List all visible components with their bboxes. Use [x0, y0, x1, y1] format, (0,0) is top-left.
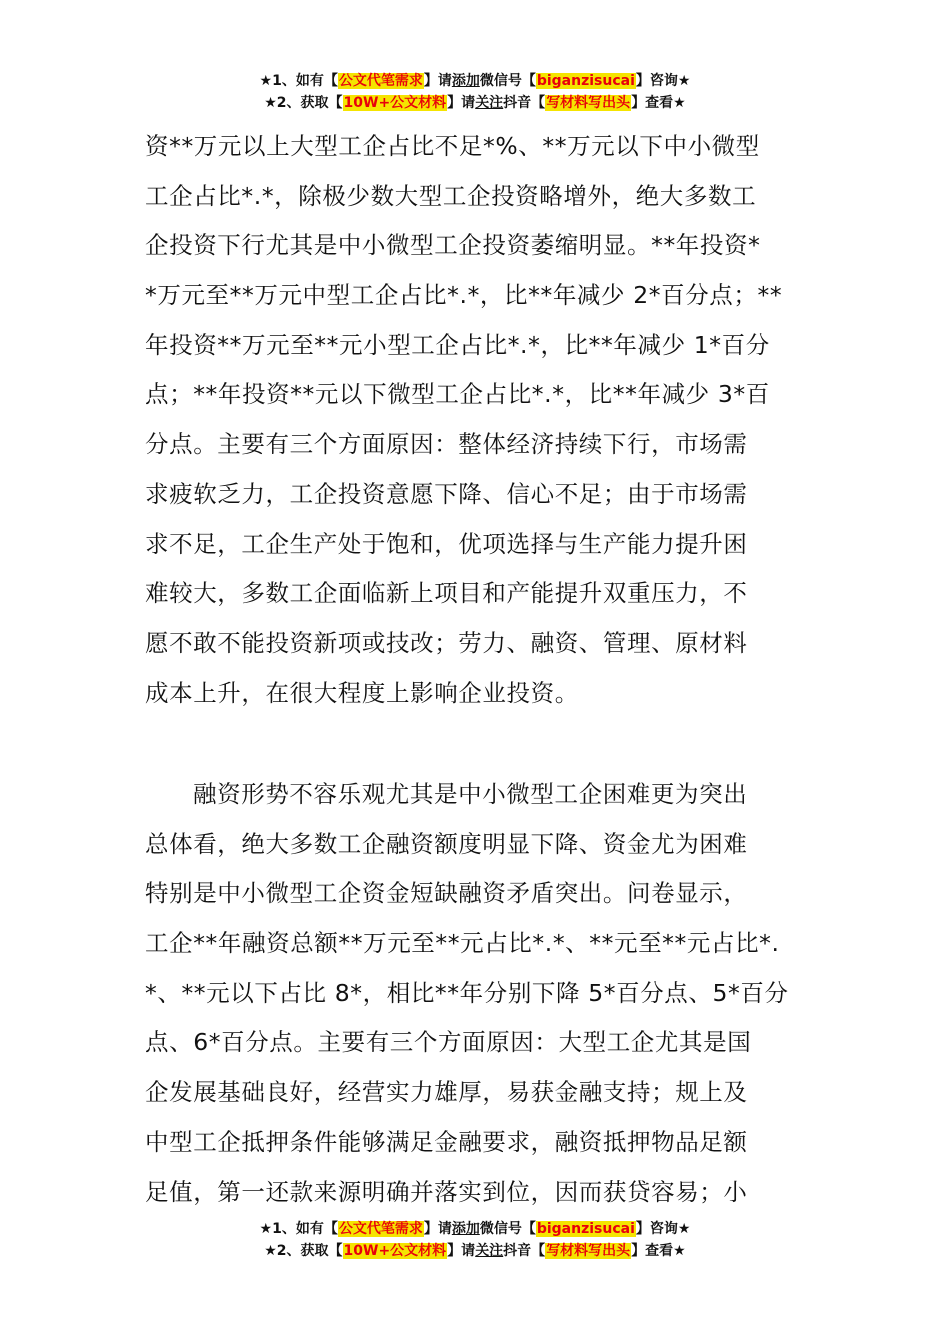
text-line: 中型工企抵押条件能够满足金融要求，融资抵押物品足额	[145, 1127, 748, 1156]
text-line: 特别是中小微型工企资金短缺融资矛盾突出。问卷显示，	[145, 879, 748, 908]
section-heading-financing: 融资形势不容乐观尤其是中小微型工企困难更为突出	[193, 780, 748, 808]
banner-highlight-douyin: 写材料写出头	[546, 1243, 631, 1259]
banner-highlight-service: 公文代笔需求	[338, 1221, 423, 1237]
text-line: 点、6*百分点。主要有三个方面原因：大型工企尤其是国	[145, 1028, 752, 1057]
text-line: 求疲软乏力，工企投资意愿下降、信心不足；由于市场需	[145, 479, 748, 508]
text-line: 总体看，绝大多数工企融资额度明显下降、资金尤为困难	[145, 829, 748, 858]
banner-highlight-materials: 10W+公文材料	[343, 95, 447, 111]
header-banner	[0, 70, 950, 114]
banner-highlight-materials: 10W+公文材料	[343, 1243, 447, 1259]
banner-line-1: ★1、如有【公文代笔需求】请添加微信号【biganzisucai】咨询★	[259, 73, 691, 89]
text-line: 难较大，多数工企面临新上项目和产能提升双重压力，不	[145, 579, 748, 608]
text-line: *、**元以下占比 8*，相比**年分别下降 5*百分点、5*百分	[145, 978, 789, 1007]
text-line: 点；**年投资**元以下微型工企占比*.*，比**年减少 3*百	[145, 380, 770, 409]
banner-highlight-wechat-id: biganzisucai	[536, 73, 635, 89]
text-line: 企投资下行尤其是中小微型工企投资萎缩明显。**年投资*	[145, 231, 761, 260]
paragraph-financing	[145, 820, 807, 1218]
banner-highlight-douyin: 写材料写出头	[546, 95, 631, 111]
text-line: 成本上升，在很大程度上影响企业投资。	[145, 678, 579, 707]
banner-line-1: ★1、如有【公文代笔需求】请添加微信号【biganzisucai】咨询★	[259, 1221, 691, 1237]
text-line: 资**万元以上大型工企占比不足*%、**万元以下中小微型	[145, 132, 760, 160]
banner-highlight-wechat-id: biganzisucai	[536, 1221, 635, 1237]
banner-line-2: ★2、获取【10W+公文材料】请关注抖音【写材料写出头】查看★	[264, 95, 686, 111]
banner-line-2: ★2、获取【10W+公文材料】请关注抖音【写材料写出头】查看★	[264, 1243, 686, 1259]
text-line: 足值，第一还款来源明确并落实到位，因而获贷容易；小	[145, 1177, 748, 1206]
text-line: 年投资**万元至**元小型工企占比*.*，比**年减少 1*百分	[145, 330, 770, 359]
text-line: *万元至**万元中型工企占比*.*，比**年减少 2*百分点；**	[145, 281, 783, 310]
paragraph-investment	[145, 122, 807, 718]
text-line: 工企占比*.*，除极少数大型工企投资略增外，绝大多数工	[145, 181, 757, 210]
text-line: 分点。主要有三个方面原因：整体经济持续下行，市场需	[145, 430, 748, 459]
text-line: 工企**年融资总额**万元至**元占比*.*、**元至**元占比*.	[145, 929, 780, 958]
footer-banner	[0, 1218, 950, 1262]
text-line: 愿不敢不能投资新项或技改；劳力、融资、管理、原材料	[145, 628, 748, 657]
text-line: 企发展基础良好，经营实力雄厚，易获金融支持；规上及	[145, 1078, 748, 1107]
banner-highlight-service: 公文代笔需求	[338, 73, 423, 89]
text-line: 求不足，工企生产处于饱和，优项选择与生产能力提升困	[145, 529, 748, 558]
